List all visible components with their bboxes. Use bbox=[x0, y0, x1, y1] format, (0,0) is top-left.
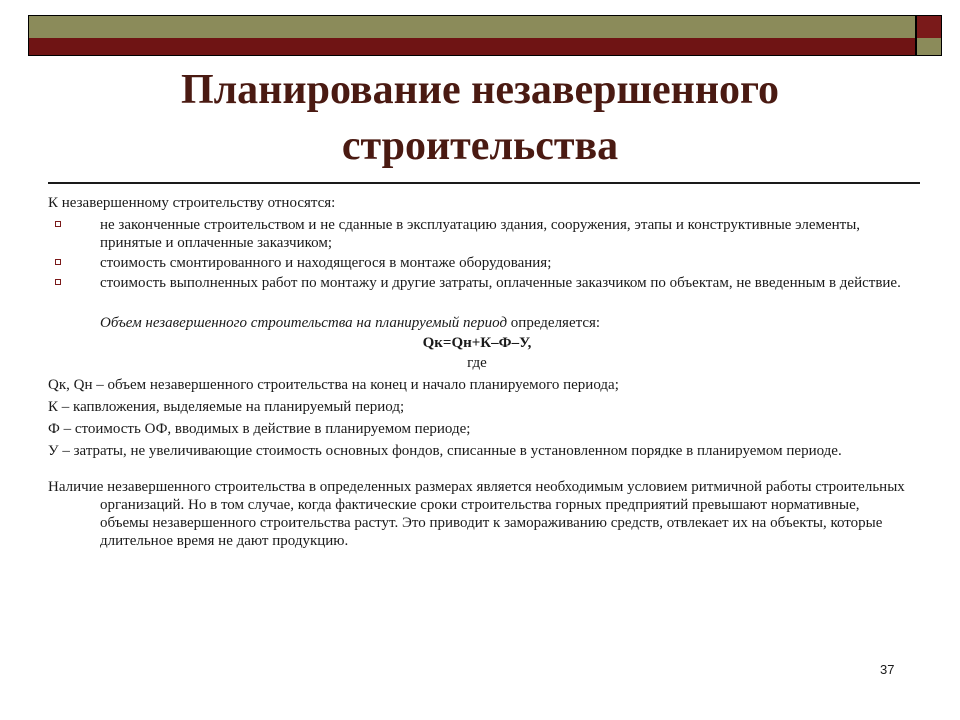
bullet-text: стоимость выполненных работ по монтажу и другие затраты, оплаченные заказчиком по объектам, не введенным в действие. bbox=[100, 275, 901, 291]
header-corner-block bbox=[916, 15, 942, 56]
slide-title bbox=[60, 62, 900, 174]
intro-text: К незавершенному строительству относятся: bbox=[48, 195, 336, 211]
square-bullet-icon bbox=[55, 259, 61, 265]
slide-title-line-1: Планирование незавершенного bbox=[180, 67, 780, 113]
corner-block-top bbox=[917, 16, 941, 39]
formula-where: где bbox=[467, 355, 487, 371]
formula-intro bbox=[100, 314, 906, 332]
bullet-text: не законченные строительством и не сданные в эксплуатацию здания, сооружения, этапы и конструктивные элементы, принятые и оплаченные заказчиком; bbox=[100, 217, 861, 251]
bullet-text: стоимость смонтированного и находящегося в монтаже оборудования; bbox=[100, 255, 552, 271]
definitions-list bbox=[48, 376, 906, 460]
definition-item: К – капвложения, выделяемые на планируемый период; bbox=[48, 399, 405, 415]
slide-body bbox=[48, 194, 906, 565]
bullet-item bbox=[48, 216, 906, 252]
square-bullet-icon bbox=[55, 221, 61, 227]
formula: Qк=Qн+К–Ф–У, bbox=[422, 335, 532, 351]
header-olive-strip bbox=[29, 16, 915, 39]
slide-title-line-2: строительства bbox=[341, 123, 619, 169]
header-dark-strip bbox=[29, 38, 915, 55]
definition-item: У – затраты, не увеличивающие стоимость основных фондов, списанные в установленном порядке в планируемом периоде. bbox=[48, 443, 842, 459]
header-decoration-bar bbox=[28, 15, 916, 56]
corner-block-bottom bbox=[917, 38, 941, 55]
formula-intro-italic: Объем незавершенного строительства на планируемый период bbox=[100, 315, 508, 331]
bullet-item bbox=[48, 274, 906, 292]
square-bullet-icon bbox=[55, 279, 61, 285]
page-number: 37 bbox=[880, 662, 895, 677]
bullet-item bbox=[48, 254, 906, 272]
bullet-list bbox=[48, 216, 906, 292]
title-divider bbox=[48, 182, 920, 184]
formula-intro-rest: определяется: bbox=[507, 315, 601, 331]
definition-item: Qк, Qн – объем незавершенного строительства на конец и начало планируемого периода; bbox=[48, 377, 619, 393]
definition-item: Ф – стоимость ОФ, вводимых в действие в планируемом периоде; bbox=[48, 421, 471, 437]
closing-paragraph: Наличие незавершенного строительства в определенных размерах является необходимым условием ритмичной работы строительных организаций. Но в том случае, когда фактические сроки строительства горных предприятий превышают нормативные, объемы незавершенного строительства растут. Это приводит к замораживанию средств, отвлекает их на объекты, которые длительное время не дают продукцию. bbox=[48, 479, 905, 549]
